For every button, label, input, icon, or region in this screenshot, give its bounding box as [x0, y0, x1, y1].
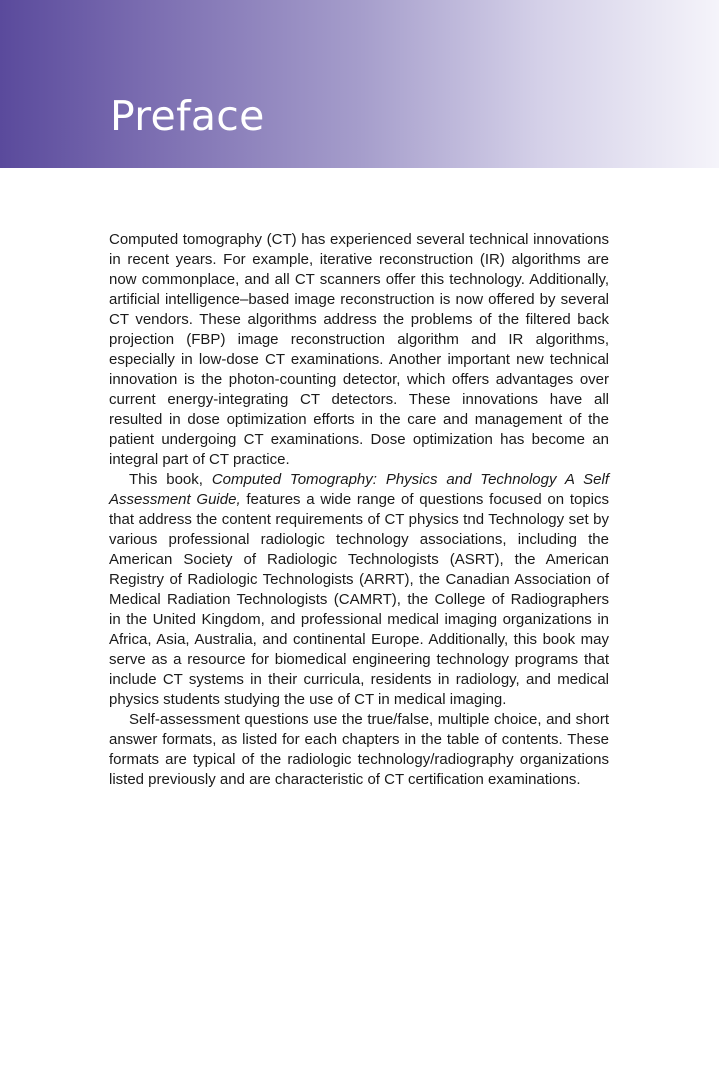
paragraph-about-book-lead: This book, — [129, 471, 212, 488]
page-title: Preface — [110, 92, 265, 140]
paragraph-question-formats: Self-assessment questions use the true/false, multiple choice, and short answer formats, as listed for each chapters in the table of contents. These formats are typical of the radiologic technology/​radiography organizations listed previously and are characteristic of CT certification examinations. — [109, 711, 609, 788]
paragraph-about-book-rest: features a wide range of questions focused on topics that address the content requirements of CT physics tnd Technology set by various professional radiologic technology associations, including the American Society of Radiologic Technologists (ASRT), the American Registry of Radiologic Technologists (ARRT), the Canadian Association of Medical Radiation Technologists (CAMRT), the College of Radiographers in the United Kingdom, and professional medical imaging organizations in Africa, Asia, Australia, and continental Europe. Additionally, this book may serve as a resource for biomedical engineering technology programs that include CT systems in their curricula, residents in radiology, and medical physics students studying the use of CT in medical imaging. — [109, 491, 610, 708]
header-band — [0, 0, 719, 168]
paragraph-intro: Computed tomography (CT) has experienced several technical innovations in recent years. For example, iterative reconstruction (IR) algorithms are now commonplace, and all CT scanners offer this technology. Additionally, artificial intelligence–based image reconstruction is now offered by several CT vendors. These algorithms address the problems of the filtered back projection (FBP) image reconstruction algorithm and IR algorithms, especially in low-dose CT examinations. Another important new technical innovation is the photon-counting detector, which offers advantages over current energy-integrating CT detectors. These innovations have all resulted in dose optimization efforts in the care and management of the patient undergoing CT examinations. Dose optimization has become an integral part of CT practice. — [109, 231, 609, 468]
book-title: Computed Tomography: Physics and Technology A Self Assessment Guide, — [109, 471, 610, 508]
preface-body — [109, 230, 609, 790]
paragraph-about-book — [109, 470, 609, 710]
